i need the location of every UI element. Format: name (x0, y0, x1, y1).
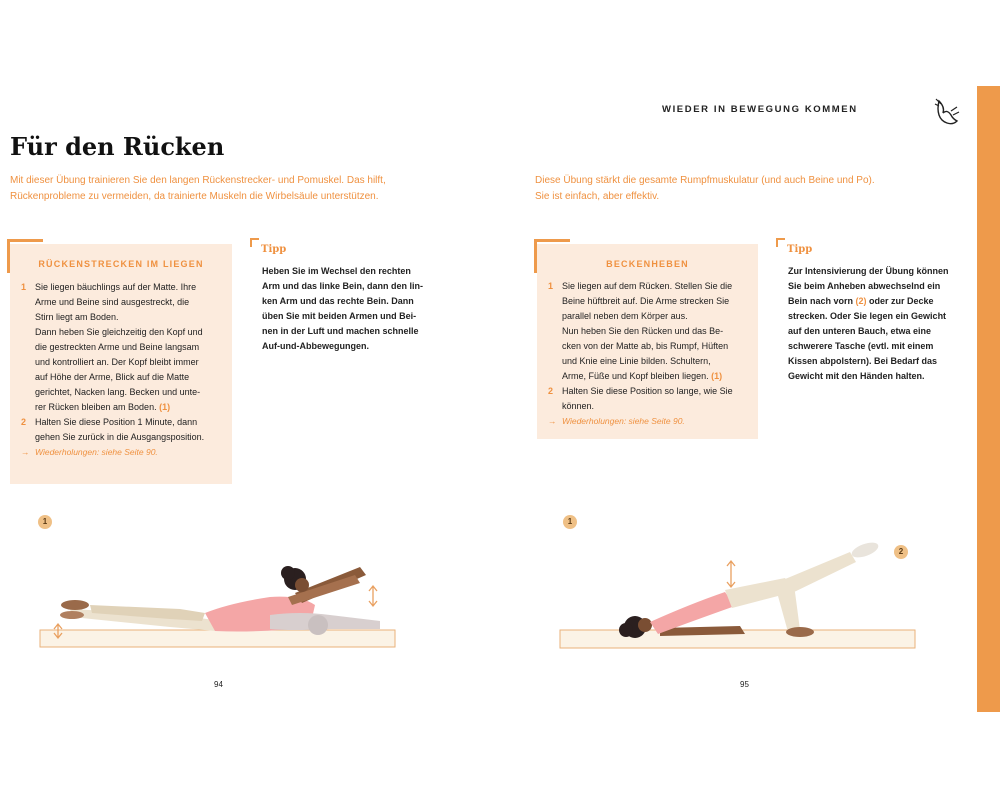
page-edge-strip (977, 86, 1000, 712)
hand-wave-icon (933, 97, 961, 127)
tip-label: Tipp (261, 244, 287, 255)
exercise-box-rueckenstrecken (10, 244, 232, 484)
exercise-steps (21, 280, 221, 460)
arrow-right-icon: → (21, 447, 30, 457)
exercise-heading: BECKENHEBEN (606, 259, 689, 269)
intro-right: Diese Übung stärkt die gesamte Rumpfmuskulatur (und auch Beine und Po). Sie ist einfach, aber effektiv. (535, 175, 875, 202)
step-text: Sie liegen bäuchlings auf der Matte. Ihre Arme und Beine sind ausgestreckt, die Stirn liegt am Boden. Dann heben Sie gleichzeitig den Kopf und die gestreckten Arme und Beine langsam und kontrolliert an. Der Kopf bleibt immer auf Höhe der Arme, Blick auf die Matte gerichtet, Nacken lang. Becken und unte- rer Rücken bleiben am Boden. (35, 282, 203, 412)
exercise-steps (548, 279, 748, 429)
repetitions-text: Wiederholungen: siehe Seite 90. (562, 416, 685, 426)
tip-label: Tipp (787, 244, 813, 255)
step-text: Halten Sie diese Position 1 Minute, dann gehen Sie zurück in die Ausgangsposition. (35, 417, 205, 442)
arrow-right-icon: → (548, 416, 557, 426)
figure-ref: (1) (711, 371, 723, 381)
step-1 (548, 279, 748, 384)
figure-badge-right-1: 1 (563, 515, 577, 529)
step-number: 1 (21, 282, 27, 292)
repetitions-text: Wiederholungen: siehe Seite 90. (35, 447, 158, 457)
repetitions-note (21, 445, 221, 460)
step-text: Halten Sie diese Position so lange, wie Sie können. (562, 386, 733, 411)
repetitions-note (548, 414, 748, 429)
page-number-right: 95 (740, 680, 749, 689)
illustration-glute-bridge (550, 530, 920, 655)
step-1 (21, 280, 221, 415)
tip-text-part: Zur Intensivierung der Übung können Sie beim Anheben abwechselnd ein Bein nach vorn (788, 266, 949, 306)
tip-corner-accent (776, 238, 785, 247)
running-header: WIEDER IN BEWEGUNG KOMMEN (662, 104, 858, 115)
tip-text-part: oder zur Decke strecken. Oder Sie legen ein Gewicht auf den unteren Bauch, etwa eine schwerere Tasche (evtl. mit einem Kissen abpolstern). Bei Bedarf das Gewicht mit den Händen halten. (788, 296, 947, 381)
intro-left: Mit dieser Übung trainieren Sie den langen Rückenstrecker- und Pomuskel. Das hilft, Rückenprobleme zu vermeiden, da trainierte Muskeln die Wirbelsäule unterstützen. (10, 175, 386, 202)
figure-badge-left-1: 1 (38, 515, 52, 529)
exercise-heading: RÜCKENSTRECKEN IM LIEGEN (38, 259, 204, 269)
figure-badge-right-2: 2 (894, 545, 908, 559)
step-number: 2 (548, 386, 554, 396)
step-2 (548, 384, 748, 414)
page-title: Für den Rücken (10, 132, 225, 161)
figure-ref: (2) (855, 296, 867, 306)
figure-ref: (1) (159, 402, 171, 412)
tip-text (788, 264, 963, 384)
exercise-box-beckenheben (537, 244, 758, 439)
step-text: Sie liegen auf dem Rücken. Stellen Sie die Beine hüftbreit auf. Die Arme strecken Sie parallel neben dem Körper aus. Nun heben Sie den Rücken und das Be- cken von der Matte ab, bis Rumpf, Hüften und Knie eine Linie bilden. Schultern, Arme, Füße und Kopf bleiben liegen. (562, 281, 733, 381)
tip-text: Heben Sie im Wechsel den rechten Arm und das linke Bein, dann den lin- ken Arm und das rechte Bein. Dann üben Sie mit beiden Armen und Bei- nen in der Luft und machen schnelle Auf-und-Abbewegungen. (262, 266, 424, 351)
tip-corner-accent (250, 238, 259, 247)
page-number-left: 94 (214, 680, 223, 689)
step-2 (21, 415, 221, 445)
step-number: 2 (21, 417, 27, 427)
step-number: 1 (548, 281, 554, 291)
illustration-back-extension (30, 545, 400, 655)
